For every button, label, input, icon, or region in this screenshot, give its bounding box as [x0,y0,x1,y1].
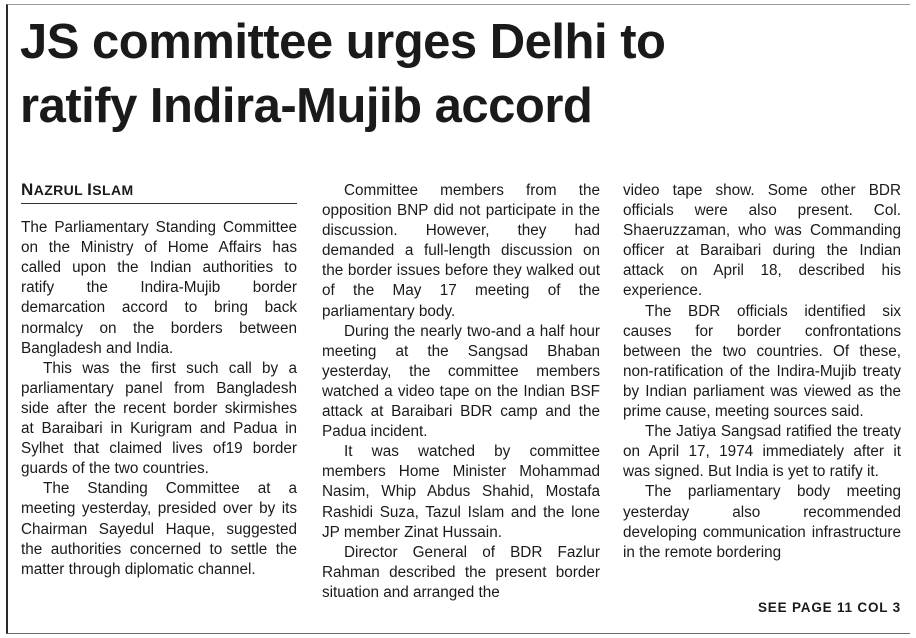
byline-initial-first: N [21,180,34,199]
paragraph: The BDR officials identified six causes for border confrontations between the two countries. Of these, non-ratification of the Indira-Mujib treaty by Indian parliament was viewed as the prime cause, meeting sources said. [623,302,901,421]
byline [21,180,297,204]
column-1 [21,180,297,580]
paragraph: video tape show. Some other BDR officials were also present. Col. Shaeruzzaman, who was Commanding officer at Baraibari during the Indian attack on April 18, described his experience. [623,182,901,300]
paragraph: The Standing Committee at a meeting yesterday, presided over by its Chairman Sayedul Haque, suggested the authorities concerned to settle the matter through diplomatic channel. [21,480,297,578]
column-2 [322,181,600,603]
byline-initial-last: I [87,180,93,199]
headline-line-1: JS committee urges Delhi to [20,15,666,69]
byline-rest-last: SLAM [92,182,134,198]
column-3 [623,181,901,563]
paragraph: Committee members from the opposition BNP did not participate in the discussion. However, they had demanded a full-length discussion on the border issues before they walked out of the May 17 meeting of the parliamentary body. [322,182,600,320]
paragraph: The Jatiya Sangsad ratified the treaty on April 17, 1974 immediately after it was signed. But India is yet to ratify it. [623,423,901,481]
paragraph: The Parliamentary Standing Committee on the Ministry of Home Affairs has called upon the Indian authorities to ratify the Indira-Mujib border demarcation accord to bring back normalcy on the borders between Bangladesh and India. [21,219,297,357]
continuation-jump-line: SEE PAGE 11 COL 3 [758,600,901,615]
byline-rest-first: AZRUL [33,182,83,198]
paragraph: This was the first such call by a parliamentary panel from Bangladesh side after the recent border skirmishes at Baraibari in Kurigram and Padua in Sylhet that claimed lives of19 border guards of the two countries. [21,359,297,478]
headline [20,10,900,138]
paragraph: During the nearly two-and a half hour meeting at the Sangsad Bhaban yesterday, the committee members watched a video tape on the Indian BSF attack at Baraibari BDR camp and the Padua incident. [322,322,600,441]
paragraph: It was watched by committee members Home Minister Mohammad Nasim, Whip Abdus Shahid, Mostafa Rashidi Suza, Tazul Islam and the lone JP member Zinat Hussain. [322,443,600,541]
headline-line-2: ratify Indira-Mujib accord [20,79,593,133]
paragraph: The parliamentary body meeting yesterday also recommended developing communication infrastructure in the remote bordering [623,483,901,561]
paragraph: Director General of BDR Fazlur Rahman described the present border situation and arranged the [322,543,600,601]
